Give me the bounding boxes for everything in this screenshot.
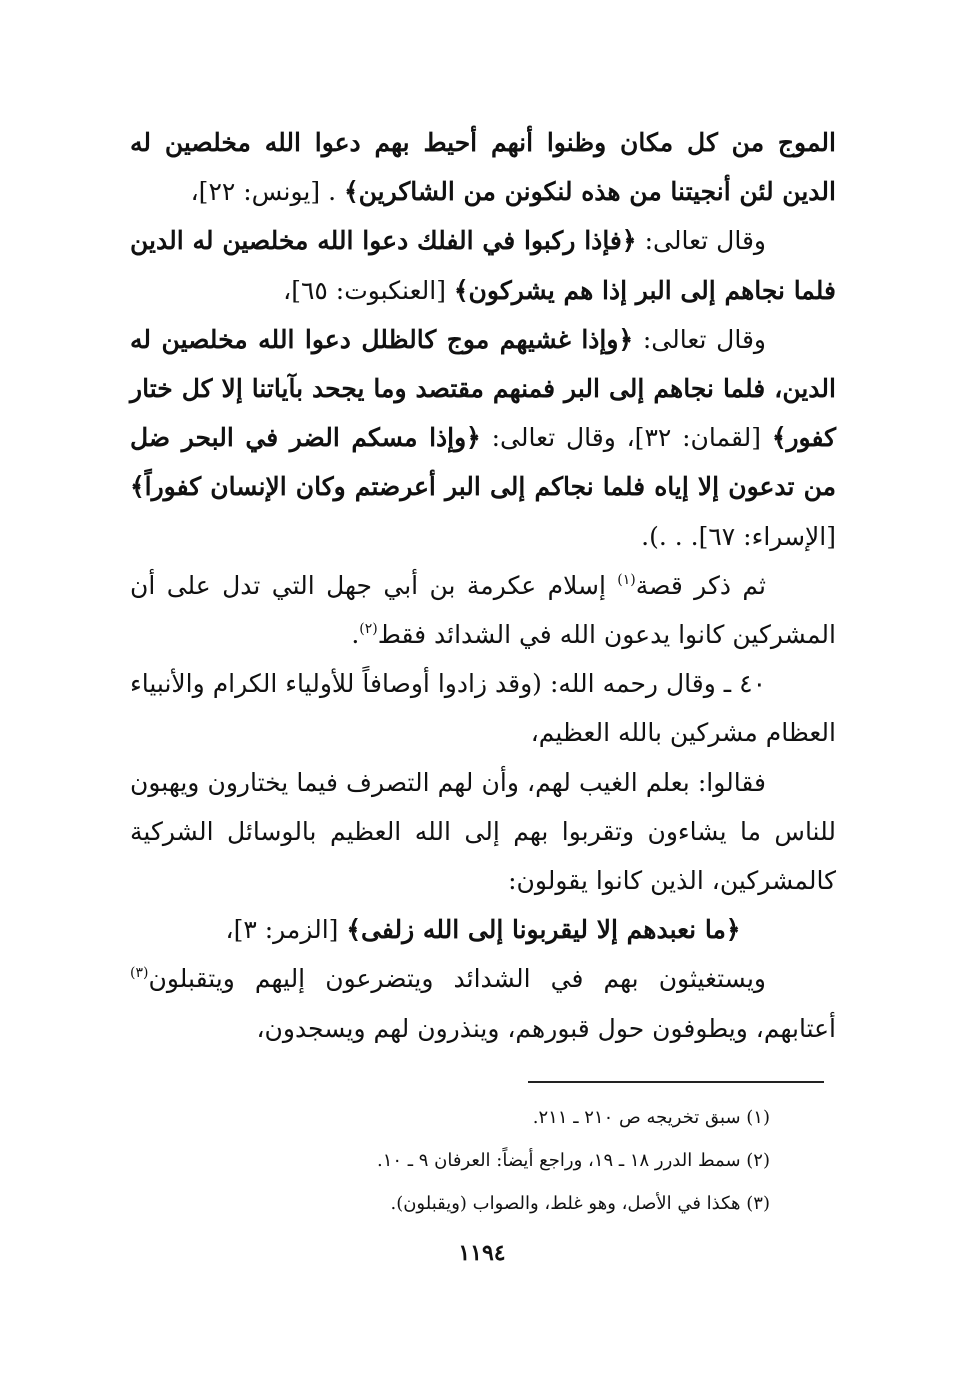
footnote-ref-3: (٣) bbox=[130, 965, 149, 982]
quran-quote: ﴿وإذا مسكم الضر في البحر ضل من تدعون إلا إياه فلما نجاكم إلى البر أعرضتم وكان الإنسان كفوراً﴾ bbox=[130, 423, 836, 502]
quran-quote: ﴿وإذا غشيهم موج كالظلل دعوا الله مخلصين له الدين، فلما نجاهم إلى البر فمنهم مقتصد وما يجحد بآياتنا إلا كل ختار كفور﴾ bbox=[130, 324, 837, 453]
footnote-1: (١) سبق تخريجه ص ٢١٠ ـ ٢١١. bbox=[532, 1107, 770, 1128]
quran-quote: الموج من كل مكان وظنوا أنهم أحيط بهم دعوا الله مخلصين له الدين لئن أنجيتنا من هذه لنكونن من الشاكرين﴾ bbox=[130, 128, 836, 207]
paragraph-practices bbox=[130, 954, 836, 1052]
paragraph-ankabut bbox=[130, 216, 836, 314]
quran-quote: ﴿ما نعبدهم إلا ليقربونا إلى الله زلفى﴾ bbox=[346, 915, 741, 945]
footnote-2: (٢) سمط الدرر ١٨ ـ ١٩، وراجع أيضاً: العرفان ٩ ـ ١٠. bbox=[376, 1150, 770, 1171]
paragraph-claims: فقالوا: بعلم الغيب لهم، وأن لهم التصرف فيما يختارون ويهبون للناس ما يشاءون وتقربوا بهم إلى الله العظيم بالوسائل الشركية كالمشركين، الذين كانوا يقولون: bbox=[130, 767, 836, 896]
intro-text: وقال تعالى: bbox=[636, 226, 766, 256]
citation: [لقمان: ٣٢]، وقال تعالى: bbox=[480, 423, 772, 453]
footnote-3: (٣) هكذا في الأصل، وهو غلط، والصواب (ويقبلون). bbox=[390, 1193, 770, 1214]
body-text-segment: أعتابهم، ويطوفون حول قبورهم، وينذرون لهم ويسجدون، bbox=[256, 1013, 836, 1043]
paragraph-continuation bbox=[130, 118, 836, 216]
page-number: ١١٩٤ bbox=[458, 1240, 506, 1266]
body-text-segment: . bbox=[351, 620, 360, 650]
paragraph-ikrimah bbox=[130, 561, 836, 659]
intro-text: وقال تعالى: bbox=[633, 324, 766, 354]
citation: [الزمر: ٣]، bbox=[225, 915, 347, 945]
quran-quote: ﴿فإذا ركبوا في الفلك دعوا الله مخلصين له الدين فلما نجاهم إلى البر إذا هم يشركون﴾ bbox=[130, 226, 836, 305]
citation: [العنكبوت: ٦٥]، bbox=[283, 275, 454, 305]
body-text-segment: ويستغيثون بهم في الشدائد ويتضرعون إليهم ويتقبلون bbox=[148, 964, 766, 994]
paragraph-luqman-isra bbox=[130, 315, 836, 561]
body-text-segment: إسلام عكرمة بن أبي جهل التي تدل على أن المشركين كانوا يدعون الله في الشدائد فقط bbox=[130, 570, 836, 650]
footnotes bbox=[200, 1096, 770, 1225]
main-text bbox=[130, 118, 836, 1053]
footnote-ref-2: (٢) bbox=[359, 621, 378, 638]
footnote-divider bbox=[528, 1081, 824, 1083]
body-text-segment: ثم ذكر قصة bbox=[635, 570, 766, 600]
citation: [الإسراء: ٦٧]. . .). bbox=[641, 521, 836, 551]
footnote-ref-1: (١) bbox=[617, 571, 636, 588]
paragraph-40: ٤٠ ـ وقال رحمه الله: (وقد زادوا أوصافاً للأولياء الكرام والأنبياء العظام مشركين بالله العظيم، bbox=[130, 669, 836, 748]
paragraph-zumar bbox=[130, 905, 836, 954]
citation: . [يونس: ٢٢]، bbox=[190, 177, 344, 207]
